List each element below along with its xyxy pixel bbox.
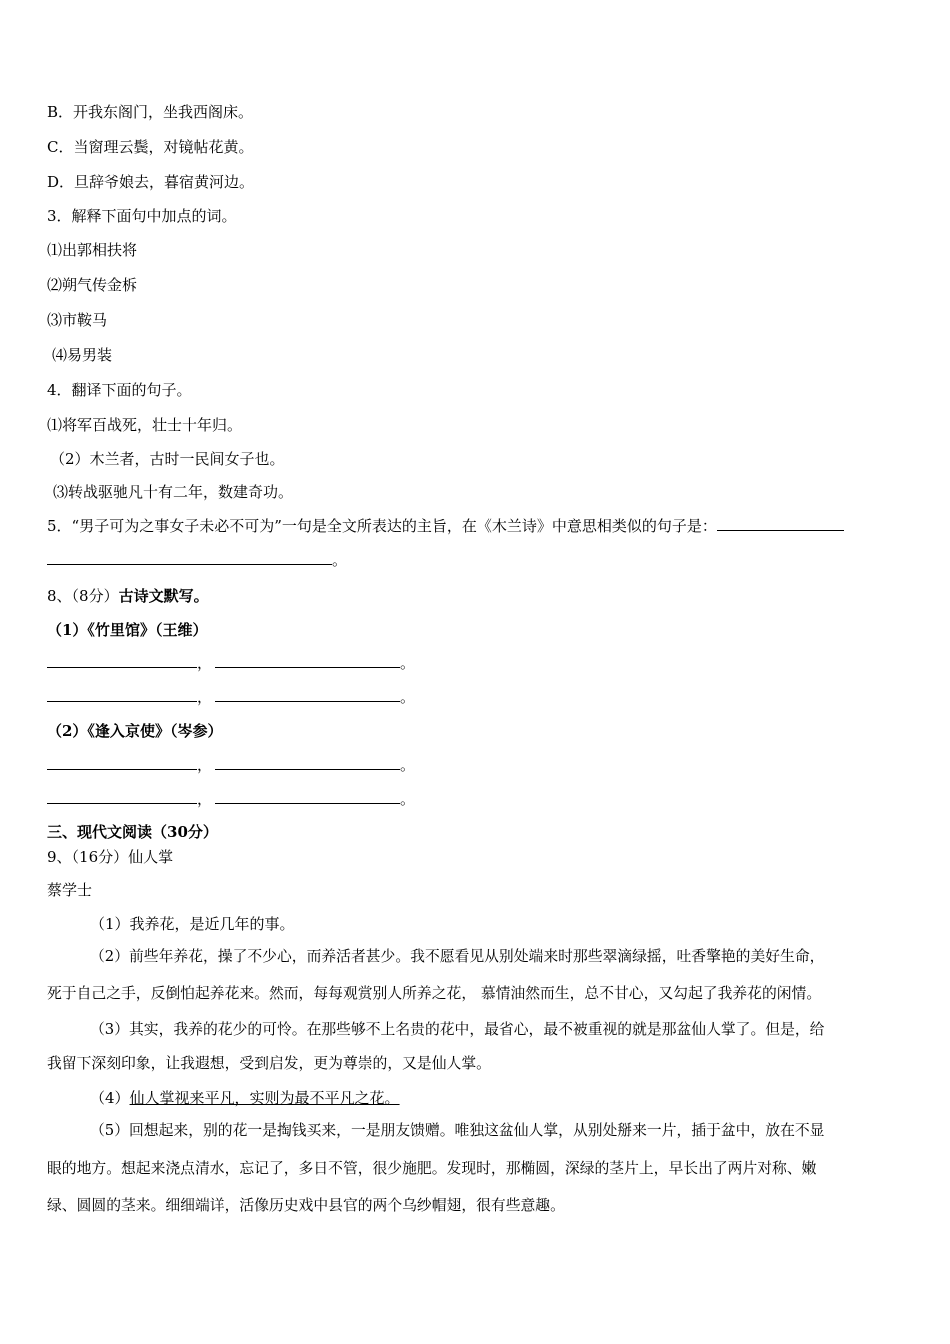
period: 。 xyxy=(400,654,416,672)
q3-item-2: ⑵朔气传金柝 xyxy=(47,276,138,294)
paragraph-5-line-1: （5）回想起来，别的花一是掏钱买来，一是朋友馈赠。唯独这盆仙人掌，从别处掰来一片，插于盆中，放在不显 xyxy=(90,1122,825,1139)
section3-heading: 三、现代文阅读（30分） xyxy=(47,823,218,841)
comma: ， xyxy=(197,688,213,706)
answer-blank[interactable] xyxy=(47,687,197,702)
poem-blank-line xyxy=(47,687,415,707)
q3-item-4: ⑷易男装 xyxy=(52,346,113,364)
q5-line xyxy=(47,516,844,536)
answer-blank[interactable] xyxy=(47,653,197,668)
answer-blank[interactable] xyxy=(215,687,400,702)
comma: ， xyxy=(197,756,213,774)
q2-option-b: B．开我东阁门，坐我西阁床。 xyxy=(47,103,254,121)
paragraph-1: （1）我养花，是近几年的事。 xyxy=(90,915,295,933)
q4-prompt: 4．翻译下面的句子。 xyxy=(47,381,192,399)
q4-item-1: ⑴将军百战死，壮士十年归。 xyxy=(47,416,243,434)
period: 。 xyxy=(400,688,416,706)
q5-prompt: 5．“男子可为之事女子未必不可为”一句是全文所表达的主旨，在《木兰诗》中意思相类似的句子是： xyxy=(47,517,717,535)
q2-option-d: D．旦辞爷娘去，暮宿黄河边。 xyxy=(47,173,255,191)
q8-header xyxy=(47,586,209,606)
answer-blank[interactable] xyxy=(47,789,197,804)
paragraph-4-number: （4） xyxy=(90,1089,130,1107)
q3-item-1: ⑴出郭相扶将 xyxy=(47,241,138,259)
q5-line-2 xyxy=(47,550,347,570)
paragraph-2-line-1: （2）前些年养花，操了不少心，而养活者甚少。我不愿看见从别处端来时那些翠滴绿摇，吐香擎艳的美好生命， xyxy=(90,948,825,965)
answer-blank[interactable] xyxy=(215,653,400,668)
q4-item-3: ⑶转战驱驰凡十有二年，数建奇功。 xyxy=(53,483,294,501)
q3-item-3: ⑶市鞍马 xyxy=(47,311,108,329)
paragraph-5-line-2: 眼的地方。想起来浇点清水，忘记了，多日不管，很少施肥。发现时，那椭圆，深绿的茎片上，早长出了两片对称、嫩 xyxy=(47,1160,817,1177)
q4-item-2: （2）木兰者，古时一民间女子也。 xyxy=(50,450,285,468)
paragraph-4-underlined: 仙人掌视来平凡，实则为最不平凡之花。 xyxy=(129,1089,400,1107)
q8-title: 古诗文默写。 xyxy=(118,587,209,605)
q9-header: 9、（16分）仙人掌 xyxy=(47,848,174,866)
q8-number: 8、（8分） xyxy=(47,587,119,605)
q5-end: 。 xyxy=(332,551,348,569)
q2-option-c: C．当窗理云鬓，对镜帖花黄。 xyxy=(47,138,254,156)
poem-blank-line xyxy=(47,789,415,809)
paragraph-5-line-3: 绿、圆圆的茎来。细细端详，活像历史戏中县官的两个乌纱帽翅，很有些意趣。 xyxy=(47,1197,565,1214)
poem-blank-line xyxy=(47,653,415,673)
paragraph-4 xyxy=(90,1088,400,1108)
answer-blank[interactable] xyxy=(717,516,844,531)
author: 蔡学士 xyxy=(47,881,93,899)
q8-part1-title: （1）《竹里馆》（王维） xyxy=(47,621,208,639)
answer-blank[interactable] xyxy=(215,789,400,804)
answer-blank[interactable] xyxy=(47,550,332,565)
paragraph-3-line-2: 我留下深刻印象，让我遐想，受到启发，更为尊崇的，又是仙人掌。 xyxy=(47,1055,491,1072)
poem-blank-line xyxy=(47,755,415,775)
period: 。 xyxy=(400,790,416,808)
q3-prompt: 3．解释下面句中加点的词。 xyxy=(47,207,237,225)
answer-blank[interactable] xyxy=(47,755,197,770)
answer-blank[interactable] xyxy=(215,755,400,770)
paragraph-3-line-1: （3）其实，我养的花少的可怜。在那些够不上名贵的花中，最省心，最不被重视的就是那盆仙人掌了。但是，给 xyxy=(90,1021,825,1038)
q8-part2-title: （2）《逢入京使》（岑参） xyxy=(47,722,223,740)
comma: ， xyxy=(197,790,213,808)
paragraph-2-line-2: 死于自己之手，反倒怕起养花来。然而，每每观赏别人所养之花， 慕情油然而生，总不甘心，又勾起了我养花的闲情。 xyxy=(47,985,822,1002)
comma: ， xyxy=(197,654,213,672)
period: 。 xyxy=(400,756,416,774)
